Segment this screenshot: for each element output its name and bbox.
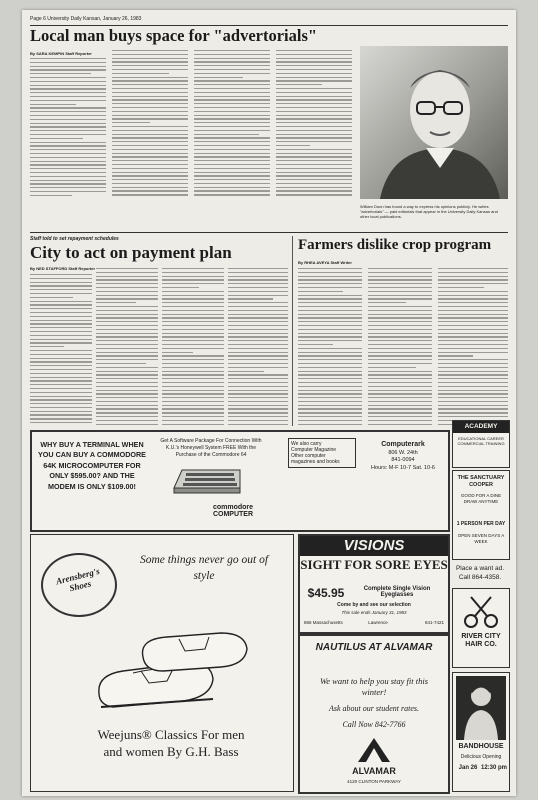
visions-ad — [298, 534, 450, 634]
story2-col-1 — [30, 274, 92, 426]
story3-col-1 — [298, 268, 362, 427]
story2-byline: By NED STAFFORD Staff Reporter — [30, 266, 96, 271]
loafer-shoes-illustration — [93, 627, 253, 719]
visions-cta: Come by and see our selection — [337, 602, 411, 608]
page-folio: Page 6 University Daily Kansan, January 26, 1983 — [30, 16, 142, 22]
story1-byline: By SARA KEMPIN Staff Reporter — [30, 51, 92, 56]
story3-byline: By RHEA AVEYA Staff Writer — [298, 260, 352, 265]
carry-box — [288, 438, 356, 468]
store-hours: Hours: M-F 10-7 Sat. 10-6 — [371, 465, 435, 472]
arensbergs-tagline: Some things never go out of style — [139, 554, 269, 582]
story1-col-4 — [276, 50, 352, 198]
carry-item-2: Other computer — [291, 453, 326, 459]
nautilus-rates: Ask about our student rates. — [329, 704, 419, 713]
sanctuary-title: THE SANCTUARY COOPER — [457, 475, 505, 488]
place-want-ad — [452, 564, 508, 582]
story2-kicker: Staff told to set repayment schedules — [30, 236, 119, 242]
store-address: 806 W. 24th — [388, 449, 418, 456]
section-rule-1 — [30, 232, 508, 233]
story1-col-2 — [112, 50, 188, 198]
weejuns-product-line: Weejuns® Classics For men and women By G.H. Bass — [97, 727, 245, 759]
story3-col-3 — [438, 268, 508, 427]
visions-phone: 841-7421 — [424, 620, 444, 625]
story1-col-1 — [30, 58, 106, 198]
bandhouse-time: 12:30 pm — [481, 765, 508, 771]
arensbergs-seal — [41, 553, 117, 617]
story3-headline: Farmers dislike crop program — [298, 237, 492, 253]
story2-col-4 — [228, 268, 288, 427]
story2-col-3 — [162, 268, 224, 427]
place-ad-line-1: Place a want ad. — [455, 565, 505, 572]
story2-col-2 — [96, 268, 158, 427]
alvamar-logo-text: ALVAMAR — [352, 766, 396, 776]
commodore-ad-pitch: WHY BUY A TERMINAL WHEN YOU CAN BUY A COMMODORE 64K MICROCOMPUTER FOR ONLY $595.00? AND THE MODEM IS ONLY $109.00! — [38, 440, 146, 491]
place-ad-line-2: Call 864-4358. — [458, 574, 502, 582]
visions-offer: Complete Single Vision Eyeglasses — [363, 586, 431, 598]
sanctuary-hours: OPEN SEVEN DAYS A WEEK — [457, 533, 505, 544]
river-city-hair-ad — [452, 588, 510, 668]
alvamar-address: 4120 CLINTON PARKWAY — [347, 779, 401, 784]
sanctuary-coupon: 1 PERSON PER DAY — [456, 521, 506, 527]
story3-col-2 — [368, 268, 432, 427]
nautilus-ad — [298, 634, 450, 794]
bandhouse-body: Delicious Opening — [460, 754, 502, 760]
nautilus-slogan: We want to help you stay fit this winter! — [319, 676, 429, 698]
nautilus-title: NAUTILUS AT ALVAMAR — [315, 642, 433, 653]
carry-item-1: Computer Magazine — [291, 447, 337, 453]
computerark-info — [364, 440, 442, 473]
academy-title: ACADEMY — [453, 421, 509, 433]
visions-expiry: This sale ends January 31, 1983 — [341, 610, 407, 615]
bandhouse-title: BANDHOUSE — [458, 743, 504, 750]
arensbergs-seal-text: Arensberg's Shoes — [54, 565, 101, 594]
commodore-logo: commodore COMPUTER — [212, 504, 254, 518]
column-divider — [292, 236, 293, 426]
story2-headline: City to act on payment plan — [30, 243, 232, 262]
sanctuary-body: GOOD FOR A DINE DRAW ANYTIME — [460, 493, 502, 504]
arensbergs-ad — [30, 534, 294, 792]
computer-keyboard-icon — [170, 466, 244, 496]
visions-city: Lawrence — [368, 620, 388, 625]
newspaper-page — [22, 10, 516, 796]
commodore-ad-offer: Get A Software Package For Connection With K.U.'s Honeywell System FREE With the Purchase of the Commodore 64 — [160, 438, 262, 458]
carry-item-3: magazines and books — [291, 459, 340, 465]
visions-price: $45.95 — [307, 586, 345, 600]
photo-caption: William Dunn has found a way to express his opinions publicly. He writes "advertorials" — paid editorials that appear in the University Daily Kansan and other local publications. — [360, 204, 498, 219]
nautilus-phone: Call Now 842-7766 — [342, 720, 406, 729]
academy-body: EDUCATIONAL CAREER COMMERCIAL TRAINING — [457, 436, 505, 447]
river-city-name: RIVER CITY HAIR CO. — [461, 633, 501, 649]
academy-ad — [452, 420, 510, 468]
alvamar-logo-icon — [356, 736, 392, 764]
store-phone: 841-0094 — [391, 457, 415, 464]
visions-headline: SIGHT FOR SORE EYES — [300, 557, 448, 572]
bandhouse-ad — [452, 672, 510, 792]
store-name: Computerark — [381, 441, 425, 448]
william-dunn-photo — [360, 46, 508, 199]
story1-headline: Local man buys space for "advertorials" — [30, 26, 318, 45]
carry-heading: We also carry — [291, 441, 322, 447]
commodore-ad — [30, 430, 450, 532]
story1-col-3 — [194, 50, 270, 198]
visions-name: VISIONS — [300, 536, 448, 556]
scissors-icon — [463, 595, 499, 629]
visions-address: 866 Massachusetts — [304, 620, 343, 625]
bandhouse-date: Jan 26 — [458, 765, 478, 771]
sanctuary-ad — [452, 470, 510, 560]
bandhouse-illustration — [456, 676, 506, 740]
